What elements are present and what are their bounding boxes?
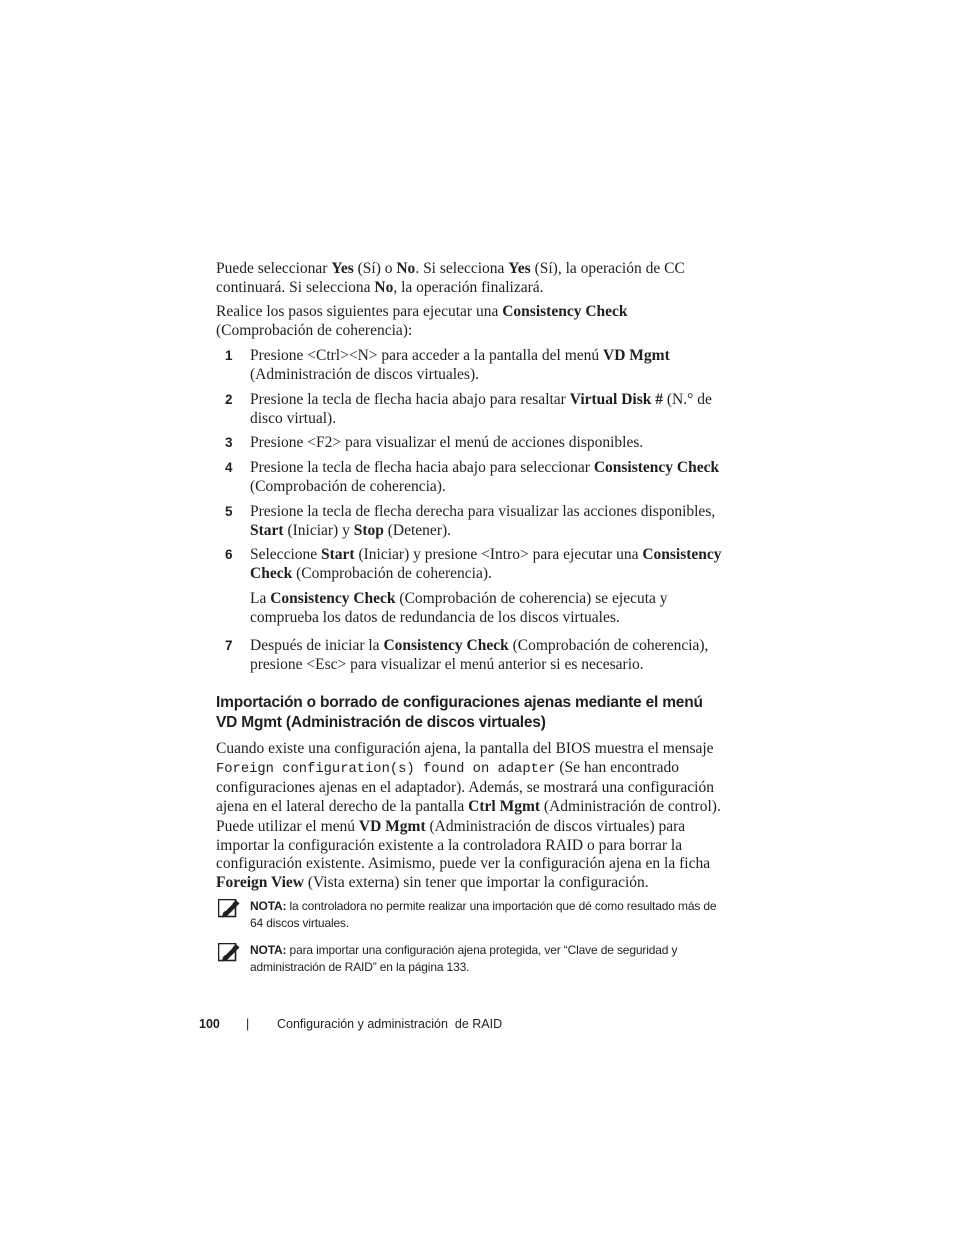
- step-text: [250, 347, 722, 384]
- text: Puede seleccionar: [216, 260, 332, 277]
- text: (Administración de control).: [540, 797, 721, 815]
- text: (Iniciar) y presione <Intro> para ejecutar una: [354, 546, 643, 563]
- text: Seleccione: [250, 546, 322, 563]
- text: (Comprobación de coherencia) se ejecuta y comprueba los datos de redundancia de los discos virtuales.: [250, 590, 668, 626]
- note-pencil-icon: [218, 943, 240, 963]
- text: Después de iniciar la: [250, 637, 384, 654]
- term-vd-mgmt: VD Mgmt: [603, 347, 670, 364]
- text: (N.° de disco virtual).: [250, 391, 712, 427]
- text: (Vista externa) sin tener que importar la configuración.: [303, 873, 649, 891]
- text: . Si selecciona: [415, 260, 509, 277]
- text: Presione la tecla de flecha hacia abajo para seleccionar: [250, 459, 594, 476]
- term-yes: Yes: [331, 260, 354, 277]
- text: Presione la tecla de flecha derecha para visualizar las acciones disponibles,: [250, 503, 716, 520]
- text: (Sí), la operación de CC continuará. Si selecciona: [216, 260, 685, 296]
- term-consistency-check: Consistency Check: [593, 459, 720, 476]
- step-number: 6: [225, 547, 233, 562]
- step-text: [250, 434, 722, 453]
- step-number: 2: [225, 392, 233, 407]
- step-number: 1: [225, 348, 233, 363]
- step-number: 5: [225, 504, 233, 519]
- term-foreign-view: Foreign View: [216, 873, 304, 891]
- text: Realice los pasos siguientes para ejecutar una: [216, 303, 503, 320]
- step-number: 3: [225, 435, 233, 450]
- text: Presione <F2> para visualizar el menú de acciones disponibles.: [250, 434, 644, 451]
- step-text: [250, 546, 722, 583]
- text: (Administración de discos virtuales).: [250, 365, 480, 383]
- term-consistency-check: Consistency Check: [502, 303, 628, 320]
- text: Presione <Ctrl><N> para acceder a la pantalla del menú: [250, 347, 604, 364]
- section-heading: Importación o borrado de configuraciones ajenas mediante el menú VD Mgmt (Administración de discos virtuales): [216, 694, 703, 731]
- step-subparagraph: [250, 590, 722, 627]
- text: , la operación finalizará.: [393, 278, 544, 296]
- term-consistency-check: Consistency Check: [383, 637, 509, 654]
- term-start: Start: [250, 521, 284, 539]
- text: (Detener).: [383, 521, 452, 539]
- text: la controladora no permite realizar una importación que dé como resultado más de 64 discos virtuales.: [250, 899, 717, 930]
- step-text: [250, 459, 722, 496]
- text: Cuando existe una configuración ajena, la pantalla del BIOS muestra el mensaje: [216, 740, 714, 757]
- text: Puede utilizar el menú: [216, 818, 359, 835]
- term-no: No: [374, 278, 394, 296]
- text: (Se han encontrado configuraciones ajenas en el adaptador). Además, se mostrará una configuración ajena en el lateral derecho de la pantalla: [216, 758, 714, 815]
- step-number: 7: [225, 638, 233, 653]
- text: (Comprobación de coherencia), presione <Esc> para visualizar el menú anterior si es necesario.: [250, 637, 709, 673]
- note-label: NOTA:: [250, 899, 287, 913]
- paragraph-vd-mgmt-usage: [216, 818, 721, 892]
- term-stop: Stop: [353, 521, 384, 539]
- term-no: No: [396, 260, 416, 277]
- note-text: [250, 942, 724, 976]
- term-consistency-check: Consistency Check: [270, 590, 396, 607]
- text: La: [250, 590, 271, 607]
- note-text: [250, 898, 724, 932]
- text: (Comprobación de coherencia).: [292, 564, 492, 582]
- footer-chapter-title: Configuración y administración de RAID: [277, 1017, 503, 1031]
- text: Presione la tecla de flecha hacia abajo para resaltar: [250, 391, 570, 408]
- text: (Administración de discos virtuales) para importar la configuración existente a la controladora RAID o para borrar la configuración existente. Asimismo, puede ver la configuración ajena en la ficha: [216, 818, 711, 872]
- step-number: 4: [225, 460, 233, 475]
- text: (Sí) o: [353, 260, 397, 277]
- term-ctrl-mgmt: Ctrl Mgmt: [468, 797, 541, 815]
- page-number: 100: [199, 1017, 220, 1031]
- paragraph-steps-intro: [216, 303, 721, 340]
- text: (Comprobación de coherencia).: [250, 477, 446, 495]
- term-consistency-check: Consistency Check: [250, 546, 722, 582]
- term-start: Start: [321, 546, 355, 563]
- term-virtual-disk: Virtual Disk #: [569, 391, 664, 408]
- step-text: [250, 391, 722, 428]
- text: para importar una configuración ajena protegida, ver “Clave de seguridad y administración de RAID” en la página 133.: [250, 943, 678, 974]
- note-label: NOTA:: [250, 943, 287, 957]
- paragraph-foreign-config: [216, 740, 721, 816]
- term-vd-mgmt: VD Mgmt: [358, 818, 426, 835]
- bios-message-code: Foreign configuration(s) found on adapter: [216, 761, 556, 777]
- text: (Iniciar) y: [283, 521, 354, 539]
- term-yes: Yes: [508, 260, 531, 277]
- step-text: [250, 503, 722, 540]
- text: (Comprobación de coherencia):: [216, 321, 413, 339]
- footer-separator: |: [246, 1017, 250, 1031]
- paragraph-cc-options: [216, 260, 721, 297]
- note-pencil-icon: [218, 899, 240, 919]
- step-text: [250, 637, 722, 674]
